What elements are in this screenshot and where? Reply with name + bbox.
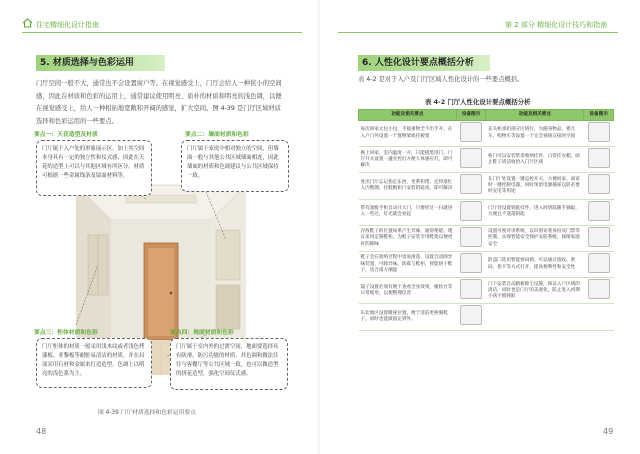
- feature-description: [486, 304, 584, 330]
- shelf-icon: [460, 122, 482, 142]
- mirror-icon: [460, 279, 482, 299]
- point-label-wall: 要点二：墙面材质和色彩: [185, 132, 249, 138]
- sensor-icon: [460, 201, 482, 221]
- device-illustration-cell: [584, 278, 614, 304]
- callout-ceiling: 门厅属于入户处的形象展示区，加上其空间本身具有一定的独立性和仪式感，因此在天花的造型上可以与其他区域有所区分，材质可根据一些金属线条及镜面材料等。: [36, 140, 152, 196]
- device-illustration-cell: [584, 147, 614, 173]
- mat-icon: [588, 279, 610, 299]
- feature-description: 进出门厅忘记指定东西，坐系钥带，还得准忙人内整理，往鞋帽柜门安装钥匙扣，即可解决: [359, 173, 457, 199]
- feature-description: 门厅处设置钥匙挂件，进入时钥匙随手摘取，方便且不遗落钥匙: [486, 199, 584, 225]
- table-header: 功能及相关要点: [359, 110, 457, 121]
- device-illustration-cell: [456, 278, 486, 304]
- running-header-right: 第 2 部分 精细化设计技巧和指南: [505, 21, 608, 29]
- feature-description: 东北地区设置暖座位置，便于清洁更换脱鞋子，同时也能做固定到外。: [359, 304, 457, 330]
- table-row: [359, 147, 614, 173]
- device-illustration-cell: [584, 121, 614, 147]
- table-header-row: [359, 110, 614, 121]
- deodorizer-icon: [460, 253, 482, 273]
- shoe-rack-icon: [460, 227, 482, 247]
- figure-caption: 图 4-39 门厅材质选择和色彩运用要点: [98, 410, 196, 416]
- feature-description: 在门厅处设置一键总控开关，方便回家、离家时一键控制电器，同时预留电源插座以防必要时充电等用途: [486, 173, 584, 199]
- feature-description: 门下安装自动踏板除尘设施，保证入户区域的清洁，同时也是门厅的美观化，防止进入初期小孩不慎摔跤: [486, 278, 584, 304]
- light-icon: [460, 148, 482, 168]
- device-illustration-cell: [456, 304, 486, 330]
- header-rule-right: [338, 32, 618, 33]
- table-header: 功能及相关要点: [486, 110, 584, 121]
- table-row: [359, 121, 614, 147]
- bench-icon: [460, 305, 482, 325]
- feature-description: 防盗门选用智能密码锁，可以通过指纹、密码、指卡等方式打开，提高便利性和安全性: [486, 252, 584, 278]
- cabinet-icon: [588, 122, 610, 142]
- feature-description: 玄关柜承担部分区域行，为随身物品、婴儿车、购物车等设置一个完全视线交接的空间: [486, 121, 584, 147]
- feature-description: 换上回家，室内温度一开，只能摸黑进门，门厅开关设置一盏光控灯方便人体感应灯，即可解决: [359, 147, 457, 173]
- feature-description: 设置可视对讲系统，以识别访客身份及门禁等控制，实现智能安全保护安防系统，保障家庭安全: [486, 225, 584, 251]
- device-illustration-cell: [584, 199, 614, 225]
- switch-icon: [588, 174, 610, 194]
- section-title-humanized: 6. 人性化设计要点概括分析: [358, 55, 490, 71]
- table-row: [359, 173, 614, 199]
- running-header-left: 住宅精细化设计指南: [36, 21, 99, 29]
- page-number-left: 48: [36, 427, 47, 436]
- feature-description: 带有超级手机自动开大门，只要经过一扫就进入一些过，灯光就会亮起: [359, 199, 457, 225]
- point-label-floor: 要点四：地面材质和色彩: [170, 330, 234, 336]
- feature-description: 柜门可以安装带余收纳挂件，日常挂衣帽，助止鞋子清洁收拾入门厅区域: [486, 147, 584, 173]
- table-header: 设备图示: [584, 110, 614, 121]
- key-hooks-icon: [588, 201, 610, 221]
- device-illustration-cell: [584, 252, 614, 278]
- callout-cabinet: 门厅柜体的材质一般采用浅木纹或者浅色烤漆板、亚黎板等耐脏易清洁的材质，并在局部采用石材和金属来打造造型，色调上以明亮的浅色系为主。: [36, 338, 152, 388]
- intro-paragraph: 门厅空间一般不大，通常也不会设置窗户等。在视觉感受上，门厅会给人一种狭小的空间感，因此在材质和色彩的运用上，通常建议使用明亮、质朴的材质和明亮的浅色调，以便在视觉感受上，给人一种相拓地宽敞和开阔的感觉，扩大空间。图 4-39 是门厅区域材质选择和色彩运用的一些要点。: [36, 80, 282, 125]
- point-label-cabinet: 要点三：柜体材质和色彩: [34, 330, 98, 336]
- device-illustration-cell: [456, 121, 486, 147]
- device-illustration-cell: [584, 225, 614, 251]
- table-intro-paragraph: 表 4-2 是对于入户及门厅区域人性化设计的一些要点概括。: [358, 76, 524, 83]
- smart-lock-icon: [588, 253, 610, 273]
- device-illustration-cell: [584, 304, 614, 330]
- table-row: [359, 278, 614, 304]
- device-illustration-cell: [456, 252, 486, 278]
- device-illustration-cell: [584, 173, 614, 199]
- table-row: [359, 225, 614, 251]
- callout-wall: 门厅属于家庭中相对独立的空间，但墙面一般与其他公共区域墙面相连，因此墙面的材质和色调建议与公共区域保持一致。: [181, 140, 289, 192]
- table-row: [359, 199, 614, 225]
- intercom-icon: [588, 227, 610, 247]
- device-illustration-cell: [456, 225, 486, 251]
- table-row: [359, 304, 614, 330]
- device-illustration-cell: [456, 199, 486, 225]
- section-title-materials: 5. 材质选择与色彩运用: [36, 55, 165, 71]
- feature-description: 存放鞋子的位置如果产生异味，通常便暗，建议采用定制鞋柜，为鞋子安装专用鞋架以便更好的除味: [359, 225, 457, 251]
- humanized-design-table: [358, 109, 614, 331]
- feature-description: 每次回家太包小包，手提重物全不出手开，在入户门外设置一个置物架或托板架: [359, 121, 457, 147]
- device-illustration-cell: [456, 147, 486, 173]
- device-illustration-cell: [456, 173, 486, 199]
- feature-description: 鞋子会在收纳过程中容易滑落，设置自动除异味装置，可除异味、防霉与鞋柜，智能烘干鞋子，适合南方潮湿: [359, 252, 457, 278]
- feature-description: 镜子设置必须有便于查看全身效果，梳妆台等日常使用，以便整理仪容: [359, 278, 457, 304]
- table-title: 表 4-2 门厅人性化设计要点概括分析: [425, 98, 531, 106]
- page-number-right: 49: [603, 427, 614, 436]
- table-row: [359, 252, 614, 278]
- callout-floor: 门厅属于室内外的过渡空间，地面要选择具有防滑、防污功能的材质，其色调和做法往往与客餐厅等公共区域一致，也可以做造型的拼花造型，强化空间仪式感。: [170, 338, 288, 390]
- house-icon: [22, 18, 33, 28]
- point-label-ceiling: 要点一：天花造型及材质: [34, 132, 98, 138]
- keys-icon: [460, 174, 482, 194]
- hook-icon: [588, 148, 610, 168]
- table-header: 设备图示: [456, 110, 486, 121]
- header-rule: [22, 32, 302, 33]
